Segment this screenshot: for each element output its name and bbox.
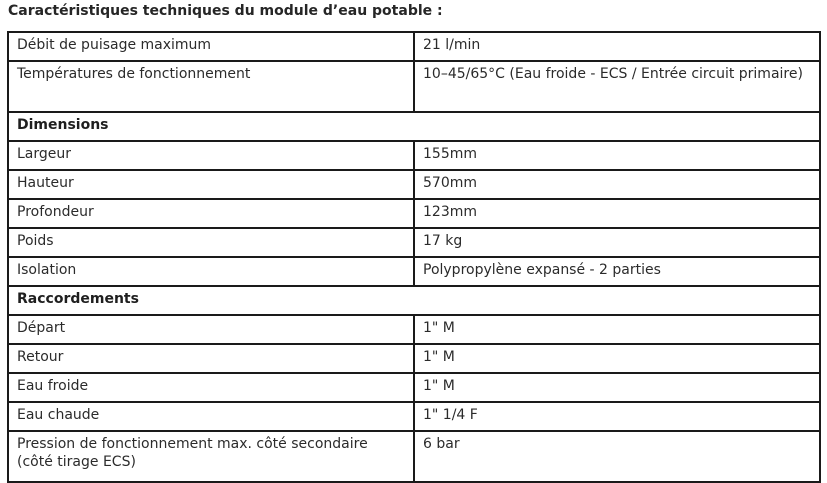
table-row (8, 141, 820, 170)
row-value: 6 bar (414, 431, 820, 482)
row-value: 21 l/min (414, 32, 820, 61)
row-label: Profondeur (8, 199, 414, 228)
row-label: Débit de puisage maximum (8, 32, 414, 61)
page-title: Caractéristiques techniques du module d’eau potable : (8, 3, 443, 19)
row-value: 155mm (414, 141, 820, 170)
table-row (8, 402, 820, 431)
row-label: Eau chaude (8, 402, 414, 431)
section-header-raccordements (8, 286, 820, 315)
row-value: 123mm (414, 199, 820, 228)
row-label: Poids (8, 228, 414, 257)
table-row (8, 315, 820, 344)
spec-table (7, 31, 821, 483)
table-row (8, 199, 820, 228)
row-label: Largeur (8, 141, 414, 170)
section-header-dimensions (8, 112, 820, 141)
row-value: 1" M (414, 344, 820, 373)
row-value: 1" M (414, 373, 820, 402)
row-label: Isolation (8, 257, 414, 286)
section-heading: Dimensions (8, 112, 820, 141)
row-value: Polypropylène expansé - 2 parties (414, 257, 820, 286)
row-label: Retour (8, 344, 414, 373)
row-value: 10–45/65°C (Eau froide - ECS / Entrée circuit primaire) (414, 61, 820, 112)
row-label: Pression de fonctionnement max. côté secondaire (côté tirage ECS) (8, 431, 414, 482)
row-value: 1" M (414, 315, 820, 344)
row-value: 570mm (414, 170, 820, 199)
table-row (8, 257, 820, 286)
row-value: 17 kg (414, 228, 820, 257)
table-row (8, 170, 820, 199)
section-heading: Raccordements (8, 286, 820, 315)
table-row (8, 431, 820, 482)
row-value: 1" 1/4 F (414, 402, 820, 431)
table-row (8, 32, 820, 61)
table-row (8, 61, 820, 112)
row-label: Départ (8, 315, 414, 344)
row-label: Hauteur (8, 170, 414, 199)
table-row (8, 344, 820, 373)
row-label: Températures de fonctionnement (8, 61, 414, 112)
table-row (8, 373, 820, 402)
table-row (8, 228, 820, 257)
row-label: Eau froide (8, 373, 414, 402)
